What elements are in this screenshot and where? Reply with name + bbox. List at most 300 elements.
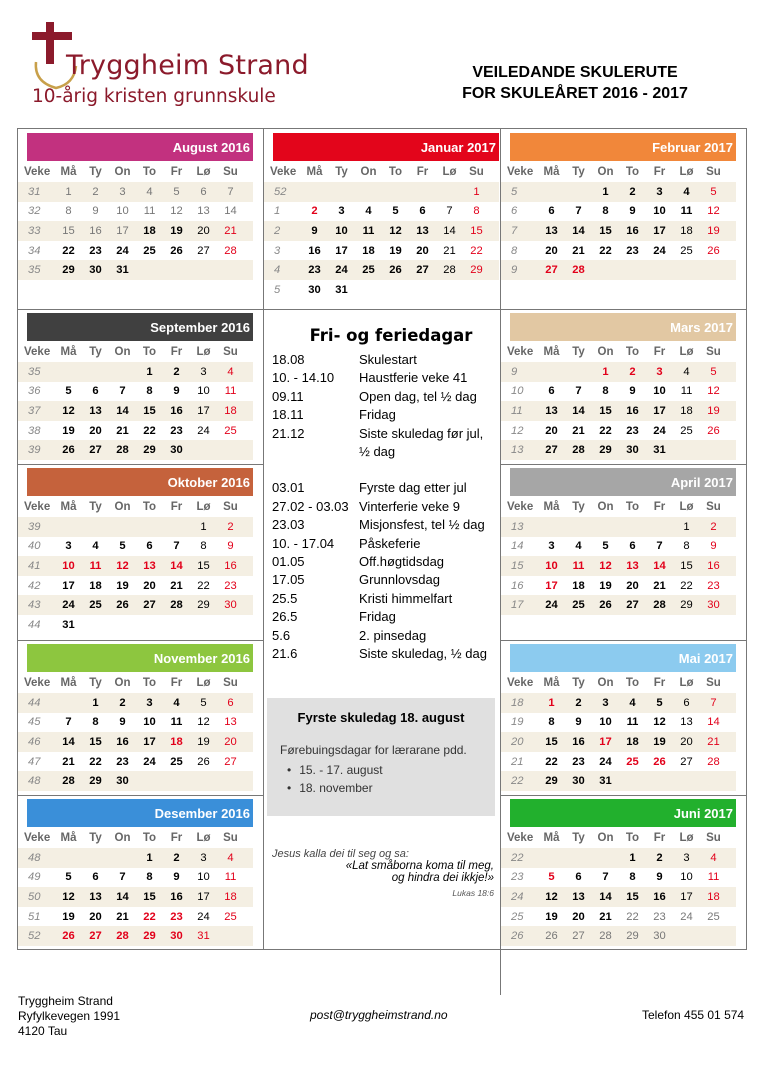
prep-day-item: • 18. november <box>287 779 495 797</box>
day-cell: 27 <box>680 755 693 768</box>
day-cell: 4 <box>629 696 636 709</box>
day-cell: 6 <box>548 205 555 218</box>
weekday-header: On <box>597 345 614 358</box>
day-cell: 30 <box>626 444 639 457</box>
day-cell: 25 <box>680 244 693 257</box>
day-cell: 9 <box>227 540 234 553</box>
day-cell: 22 <box>599 424 612 437</box>
weekday-header: Fr <box>170 165 183 178</box>
day-cell: 8 <box>65 205 72 218</box>
day-cell: 26 <box>599 599 612 612</box>
week-number: 8 <box>511 244 518 257</box>
footer-email-link[interactable]: post@tryggheimstrand.no <box>310 1008 448 1022</box>
day-cell: 22 <box>626 910 639 923</box>
day-cell: 28 <box>572 264 585 277</box>
day-cell: 1 <box>200 520 207 533</box>
day-cell: 29 <box>599 444 612 457</box>
day-cell: 25 <box>362 264 375 277</box>
week-number: 40 <box>28 540 41 553</box>
holiday-date: 09.11 <box>272 388 304 404</box>
weekday-header: Ty <box>572 831 585 844</box>
week-number: 44 <box>28 618 41 631</box>
day-cell: 6 <box>92 385 99 398</box>
day-cell: 29 <box>89 775 102 788</box>
day-cell: 15 <box>470 224 483 237</box>
month-februar-2017 <box>501 133 736 280</box>
weekday-header-row <box>18 341 253 362</box>
day-cell: 8 <box>200 540 207 553</box>
holiday-row <box>272 553 502 571</box>
week-number: 35 <box>28 264 41 277</box>
heading-line-2: FOR SKULEÅRET 2016 - 2017 <box>462 85 688 102</box>
week-row <box>18 732 253 752</box>
weekday-header-row <box>501 341 736 362</box>
holiday-date: 01.05 <box>272 554 305 570</box>
day-cell: 13 <box>626 559 639 572</box>
week-number: 13 <box>511 520 524 533</box>
day-cell: 17 <box>653 224 666 237</box>
day-cell: 17 <box>653 404 666 417</box>
day-cell: 24 <box>62 599 75 612</box>
day-cell: 26 <box>197 755 210 768</box>
day-cell: 18 <box>224 404 237 417</box>
day-cell: 6 <box>629 540 636 553</box>
day-cell: 6 <box>683 696 690 709</box>
weekday-header-row <box>18 672 253 693</box>
day-cell: 14 <box>653 559 666 572</box>
week-row <box>501 848 736 868</box>
day-cell: 23 <box>116 755 129 768</box>
day-cell: 12 <box>707 205 720 218</box>
weekday-header: On <box>597 676 614 689</box>
day-cell: 23 <box>89 244 102 257</box>
heading-line-1: VEILEDANDE SKULERUTE <box>472 64 678 81</box>
week-number: 36 <box>28 385 41 398</box>
weekday-header-row <box>501 161 736 182</box>
week-number: 42 <box>28 579 41 592</box>
day-cell: 24 <box>653 424 666 437</box>
weekday-header: Må <box>543 831 560 844</box>
day-cell: 13 <box>224 716 237 729</box>
week-row <box>18 517 253 537</box>
day-cell: 19 <box>707 404 720 417</box>
day-cell: 9 <box>656 871 663 884</box>
day-cell: 28 <box>170 599 183 612</box>
row-divider <box>17 640 263 641</box>
holiday-description: Misjonsfest, tel ½ dag <box>359 517 485 533</box>
week-number: 45 <box>28 716 41 729</box>
day-cell: 18 <box>626 735 639 748</box>
day-cell: 5 <box>548 871 555 884</box>
day-cell: 1 <box>602 185 609 198</box>
weekday-header: Ty <box>572 676 585 689</box>
week-number: 22 <box>511 775 524 788</box>
day-cell: 16 <box>224 559 237 572</box>
day-cell: 14 <box>116 404 129 417</box>
week-row <box>501 887 736 907</box>
week-row <box>501 556 736 576</box>
week-number: 20 <box>511 735 524 748</box>
holiday-row <box>272 406 502 424</box>
week-row <box>18 401 253 421</box>
day-cell: 24 <box>599 755 612 768</box>
week-row <box>501 260 736 280</box>
footer-phone: Telefon 455 01 574 <box>642 1008 745 1022</box>
holiday-list <box>272 326 502 664</box>
day-cell: 23 <box>224 579 237 592</box>
day-cell: 19 <box>62 424 75 437</box>
day-cell: 28 <box>62 775 75 788</box>
prep-days-text: Førebuingsdagar for lærarane pdd. <box>280 743 467 757</box>
week-row <box>18 615 253 635</box>
day-cell: 23 <box>308 264 321 277</box>
day-cell: 16 <box>170 890 183 903</box>
day-cell: 15 <box>599 224 612 237</box>
first-day-title: Fyrste skuledag 18. august <box>297 710 465 725</box>
weekday-header: Lø <box>196 165 211 178</box>
verse-intro: Jesus kalla dei til seg og sa: <box>272 848 409 860</box>
weekday-header: Lø <box>196 500 211 513</box>
day-cell: 7 <box>575 385 582 398</box>
holiday-row <box>272 590 502 608</box>
day-cell: 24 <box>143 755 156 768</box>
day-cell: 19 <box>545 910 558 923</box>
day-cell: 5 <box>65 871 72 884</box>
day-cell: 18 <box>680 224 693 237</box>
holiday-date: 10. - 17.04 <box>272 535 335 551</box>
weekday-header: To <box>142 831 157 844</box>
day-cell: 14 <box>572 404 585 417</box>
verse-line-1: «Lat småborna koma til meg, <box>345 860 494 872</box>
weekday-header: To <box>142 500 157 513</box>
week-row <box>501 421 736 441</box>
day-cell: 15 <box>143 890 156 903</box>
holiday-date: 18.11 <box>272 407 304 423</box>
day-cell: 29 <box>470 264 483 277</box>
holiday-row <box>272 443 502 461</box>
day-cell: 2 <box>575 696 582 709</box>
week-column-header: Veke <box>507 831 534 844</box>
day-cell: 23 <box>170 910 183 923</box>
day-cell: 4 <box>683 365 690 378</box>
day-cell: 24 <box>197 910 210 923</box>
day-cell: 27 <box>89 930 102 943</box>
weekday-header: On <box>114 345 131 358</box>
week-number: 47 <box>28 755 41 768</box>
day-cell: 2 <box>629 365 636 378</box>
weekday-header: Ty <box>89 676 102 689</box>
weekday-header: On <box>114 676 131 689</box>
week-number: 9 <box>511 365 518 378</box>
weekday-header: Må <box>543 165 560 178</box>
day-cell: 5 <box>656 696 663 709</box>
week-number: 21 <box>511 755 524 768</box>
day-cell: 11 <box>707 871 720 884</box>
week-row <box>501 440 736 460</box>
day-cell: 21 <box>572 424 585 437</box>
day-cell: 11 <box>89 559 102 572</box>
weekday-header: Må <box>60 500 77 513</box>
holiday-date: 18.08 <box>272 352 305 367</box>
month-april-2017 <box>501 468 736 615</box>
day-cell: 17 <box>599 735 612 748</box>
week-number: 4 <box>274 264 281 277</box>
week-number: 41 <box>28 559 41 572</box>
holiday-date: 03.01 <box>272 480 305 496</box>
day-cell: 19 <box>62 910 75 923</box>
day-cell: 2 <box>710 520 717 533</box>
week-row <box>501 382 736 402</box>
day-cell: 11 <box>170 716 183 729</box>
day-cell: 5 <box>200 696 207 709</box>
weekday-header: Ty <box>89 165 102 178</box>
day-cell: 15 <box>626 890 639 903</box>
day-cell: 17 <box>680 890 693 903</box>
holiday-description: ½ dag <box>359 444 396 460</box>
week-column-header: Veke <box>507 676 534 689</box>
day-cell: 12 <box>707 385 720 398</box>
day-cell: 28 <box>707 755 720 768</box>
day-cell: 7 <box>119 871 126 884</box>
day-cell: 13 <box>572 890 585 903</box>
week-row <box>264 202 499 222</box>
holiday-date: 21.12 <box>272 425 305 441</box>
day-cell: 23 <box>170 424 183 437</box>
day-cell: 7 <box>446 205 453 218</box>
week-row <box>264 280 499 300</box>
holiday-date: 23.03 <box>272 517 305 533</box>
day-cell: 20 <box>545 424 558 437</box>
day-cell: 29 <box>680 599 693 612</box>
weekday-header: Ty <box>572 345 585 358</box>
day-cell: 20 <box>224 735 237 748</box>
day-cell: 20 <box>572 910 585 923</box>
day-cell: 31 <box>62 618 75 631</box>
week-row <box>501 595 736 615</box>
holiday-row <box>272 388 502 406</box>
holiday-description: Skulestart <box>359 352 417 367</box>
week-number: 12 <box>511 424 524 437</box>
month-header: Oktober 2016 <box>27 468 253 496</box>
day-cell: 31 <box>653 444 666 457</box>
day-cell: 8 <box>602 205 609 218</box>
month-august-2016 <box>18 133 253 280</box>
day-cell: 8 <box>146 871 153 884</box>
month-header: Desember 2016 <box>27 799 253 827</box>
week-number: 39 <box>28 444 41 457</box>
month-november-2016 <box>18 644 253 791</box>
week-row <box>18 887 253 907</box>
day-cell: 4 <box>575 540 582 553</box>
day-cell: 4 <box>227 851 234 864</box>
day-cell: 4 <box>683 185 690 198</box>
weekday-header: Fr <box>653 500 666 513</box>
day-cell: 7 <box>656 540 663 553</box>
month-header: Mars 2017 <box>510 313 736 341</box>
day-cell: 14 <box>572 224 585 237</box>
day-cell: 31 <box>116 264 129 277</box>
day-cell: 28 <box>599 930 612 943</box>
day-cell: 11 <box>224 871 237 884</box>
weekday-header: Må <box>543 676 560 689</box>
holiday-date: 25.5 <box>272 590 298 606</box>
week-number: 49 <box>28 871 41 884</box>
week-number: 5 <box>274 283 281 296</box>
week-row <box>18 260 253 280</box>
holiday-gap <box>272 461 502 479</box>
day-cell: 3 <box>119 185 126 198</box>
week-column-header: Veke <box>24 165 51 178</box>
day-cell: 23 <box>653 910 666 923</box>
month-header: August 2016 <box>27 133 253 161</box>
day-cell: 17 <box>116 224 129 237</box>
day-cell: 2 <box>119 696 126 709</box>
weekday-header: Lø <box>679 676 694 689</box>
weekday-header: Lø <box>196 676 211 689</box>
day-cell: 14 <box>224 205 237 218</box>
week-column-header: Veke <box>270 165 297 178</box>
day-cell: 20 <box>197 224 210 237</box>
day-cell: 25 <box>680 424 693 437</box>
week-number: 3 <box>274 244 281 257</box>
week-row <box>501 241 736 261</box>
week-number: 43 <box>28 599 41 612</box>
holiday-description: Haustferie veke 41 <box>359 370 468 386</box>
weekday-header: Su <box>223 500 238 513</box>
weekday-header: Su <box>223 831 238 844</box>
week-number: 52 <box>28 930 41 943</box>
week-row <box>18 868 253 888</box>
day-cell: 15 <box>680 559 693 572</box>
day-cell: 9 <box>92 205 99 218</box>
day-cell: 14 <box>62 735 75 748</box>
day-cell: 26 <box>653 755 666 768</box>
week-row <box>501 926 736 946</box>
week-number: 31 <box>28 185 41 198</box>
day-cell: 25 <box>143 244 156 257</box>
holiday-description: Grunnlovsdag <box>359 572 440 588</box>
day-cell: 20 <box>545 244 558 257</box>
week-row <box>501 732 736 752</box>
holiday-row <box>272 571 502 589</box>
week-row <box>501 221 736 241</box>
day-cell: 27 <box>89 444 102 457</box>
day-cell: 17 <box>62 579 75 592</box>
day-cell: 26 <box>170 244 183 257</box>
day-cell: 9 <box>119 716 126 729</box>
day-cell: 5 <box>65 385 72 398</box>
week-number: 6 <box>511 205 518 218</box>
holiday-list-title: Fri- og feriedagar <box>309 326 473 345</box>
day-cell: 12 <box>62 404 75 417</box>
day-cell: 27 <box>416 264 429 277</box>
day-cell: 18 <box>143 224 156 237</box>
weekday-header: On <box>114 831 131 844</box>
holiday-row <box>272 535 502 553</box>
week-number: 46 <box>28 735 41 748</box>
day-cell: 22 <box>143 910 156 923</box>
day-cell: 24 <box>116 244 129 257</box>
day-cell: 13 <box>545 404 558 417</box>
day-cell: 7 <box>119 385 126 398</box>
month-header: April 2017 <box>510 468 736 496</box>
day-cell: 6 <box>419 205 426 218</box>
day-cell: 4 <box>710 851 717 864</box>
day-cell: 10 <box>680 871 693 884</box>
holiday-date: 10. - 14.10 <box>272 370 335 386</box>
day-cell: 15 <box>143 404 156 417</box>
day-cell: 25 <box>224 424 237 437</box>
day-cell: 6 <box>92 871 99 884</box>
day-cell: 31 <box>335 283 348 296</box>
day-cell: 12 <box>116 559 129 572</box>
day-cell: 12 <box>170 205 183 218</box>
day-cell: 12 <box>653 716 666 729</box>
weekday-header: Su <box>223 676 238 689</box>
row-divider <box>263 309 500 310</box>
day-cell: 6 <box>200 185 207 198</box>
day-cell: 1 <box>548 696 555 709</box>
week-column-header: Veke <box>24 831 51 844</box>
weekday-header-row <box>18 496 253 517</box>
day-cell: 10 <box>545 559 558 572</box>
week-number: 7 <box>511 224 518 237</box>
weekday-header-row <box>501 827 736 848</box>
day-cell: 2 <box>92 185 99 198</box>
week-row <box>501 868 736 888</box>
day-cell: 4 <box>92 540 99 553</box>
day-cell: 13 <box>197 205 210 218</box>
page-heading <box>420 62 730 104</box>
day-cell: 16 <box>626 404 639 417</box>
row-divider <box>500 309 747 310</box>
day-cell: 24 <box>335 264 348 277</box>
holiday-description: Siste skuledag, ½ dag <box>359 646 487 662</box>
day-cell: 9 <box>173 385 180 398</box>
day-cell: 29 <box>143 930 156 943</box>
day-cell: 28 <box>653 599 666 612</box>
week-row <box>18 848 253 868</box>
day-cell: 18 <box>89 579 102 592</box>
day-cell: 16 <box>116 735 129 748</box>
day-cell: 12 <box>599 559 612 572</box>
day-cell: 19 <box>599 579 612 592</box>
day-cell: 10 <box>62 559 75 572</box>
holiday-description: Open dag, tel ½ dag <box>359 388 477 404</box>
day-cell: 14 <box>170 559 183 572</box>
day-cell: 2 <box>173 365 180 378</box>
day-cell: 30 <box>170 444 183 457</box>
day-cell: 14 <box>707 716 720 729</box>
week-number: 13 <box>511 444 524 457</box>
weekday-header: To <box>142 345 157 358</box>
week-row <box>18 382 253 402</box>
week-row <box>501 537 736 557</box>
day-cell: 22 <box>62 244 75 257</box>
day-cell: 1 <box>473 185 480 198</box>
weekday-header: Fr <box>170 345 183 358</box>
day-cell: 30 <box>170 930 183 943</box>
day-cell: 13 <box>143 559 156 572</box>
day-cell: 1 <box>629 851 636 864</box>
day-cell: 3 <box>683 851 690 864</box>
holiday-row <box>272 608 502 626</box>
holiday-row <box>272 369 502 387</box>
day-cell: 16 <box>308 244 321 257</box>
weekday-header: Lø <box>679 500 694 513</box>
weekday-header: Lø <box>679 831 694 844</box>
day-cell: 7 <box>575 205 582 218</box>
